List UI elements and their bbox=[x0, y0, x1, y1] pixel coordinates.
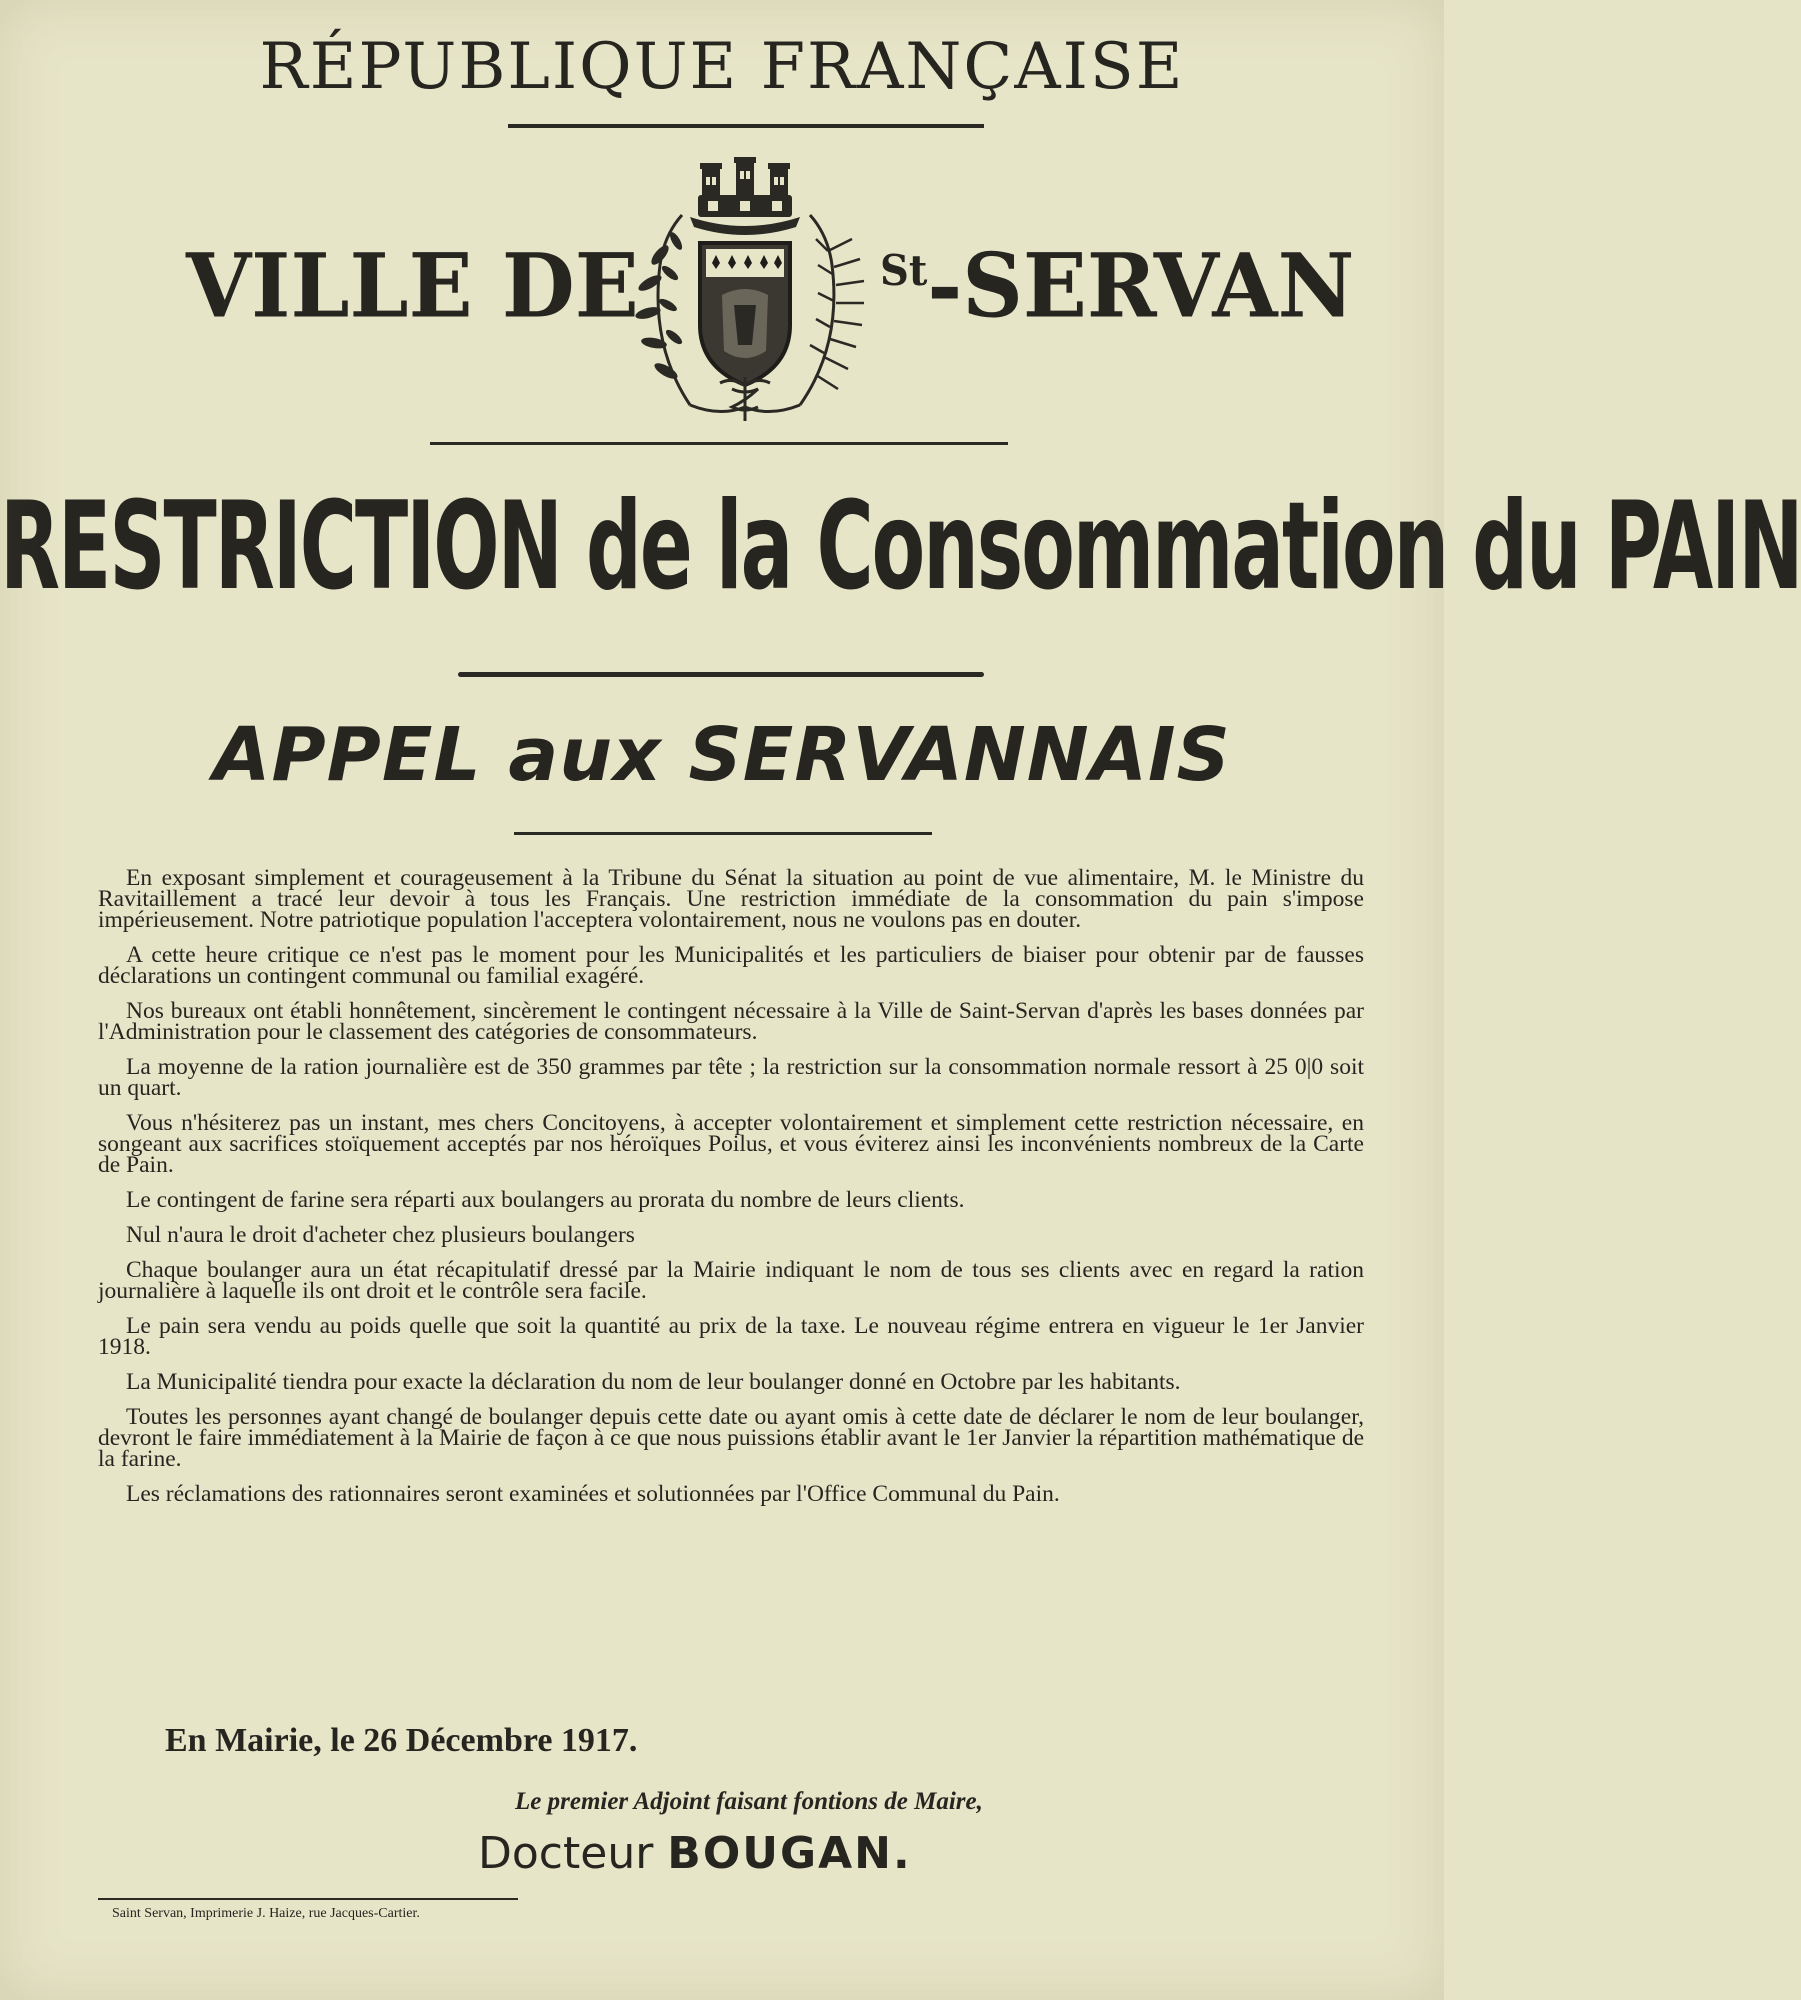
date-line: En Mairie, le 26 Décembre 1917. bbox=[165, 1722, 638, 1759]
body-text bbox=[98, 865, 1364, 1519]
saint-abbreviation: St bbox=[880, 246, 928, 296]
signer-role: Le premier Adjoint faisant fontions de Maire, bbox=[515, 1788, 983, 1815]
top-rule bbox=[508, 124, 984, 128]
paragraph: Le pain sera vendu au poids quelle que soit la quantité au prix de la taxe. Le nouveau régime entrera en vigueur le 1er Janvier 1918. bbox=[98, 1313, 1364, 1360]
paragraph: Le contingent de farine sera réparti aux boulangers au prorata du nombre de leurs clients. bbox=[126, 1187, 965, 1213]
paragraph: La Municipalité tiendra pour exacte la déclaration du nom de leur boulanger donné en Octobre par les habitants. bbox=[126, 1369, 1181, 1395]
signer-surname: BOUGAN. bbox=[667, 1828, 912, 1879]
headline-rule bbox=[458, 672, 984, 677]
city-name-right-text: -SERVAN bbox=[927, 233, 1355, 338]
subheadline: APPEL aux SERVANNAIS bbox=[213, 712, 1231, 798]
printer-credit: Saint Servan, Imprimerie J. Haize, rue Jacques-Cartier. bbox=[112, 1906, 420, 1921]
signer-title: Docteur bbox=[478, 1828, 654, 1879]
signer-name bbox=[478, 1828, 912, 1879]
subheadline-rule bbox=[514, 832, 932, 835]
paragraph: La moyenne de la ration journalière est de 350 grammes par tête ; la restriction sur la consommation normale ressort à 25 0|0 soit un quart. bbox=[98, 1054, 1364, 1101]
printer-rule bbox=[98, 1898, 518, 1900]
paragraph: Toutes les personnes ayant changé de boulanger depuis cette date ou ayant omis à cette date de déclarer le nom de leur boulanger, devront le faire immédiatement à la Mairie de façon à ce que nous puissions établir avant le 1er Janvier la répartition mathématique de la farine. bbox=[98, 1404, 1364, 1472]
paragraph: Nul n'aura le droit d'acheter chez plusieurs boulangers bbox=[126, 1222, 635, 1248]
paragraph: Vous n'hésiterez pas un instant, mes chers Concitoyens, à accepter volontairement et simplement cette restriction nécessaire, en songeant aux sacrifices stoïquement acceptés par nos héroïques Poilus, et vous éviterez ainsi les inconvénients nombreux de la Carte de Pain. bbox=[98, 1110, 1364, 1178]
republic-heading: RÉPUBLIQUE FRANÇAISE bbox=[259, 30, 1185, 104]
city-name-left: VILLE DE bbox=[186, 233, 639, 338]
paragraph: Nos bureaux ont établi honnêtement, sincèrement le contingent nécessaire à la Ville de Saint-Servan d'après les bases données par l'Administration pour le classement des catégories de consommateurs. bbox=[98, 998, 1364, 1045]
municipal-coat-of-arms-icon bbox=[620, 155, 870, 425]
paragraph: Chaque boulanger aura un état récapitulatif dressé par la Mairie indiquant le nom de tous ses clients avec en regard la ration journalière à laquelle ils ont droit et le contrôle sera facile. bbox=[98, 1257, 1364, 1304]
headline: RESTRICTION de la Consommation du PAIN bbox=[0, 478, 1801, 618]
city-name-right bbox=[880, 234, 1354, 338]
paragraph: En exposant simplement et courageusement à la Tribune du Sénat la situation au point de vue alimentaire, M. le Ministre du Ravitaillement a tracé leur devoir à tous les Français. Une restriction immédiate de la consommation du pain s'impose impérieusement. Notre patriotique population l'acceptera volontairement, nous ne voulons pas en douter. bbox=[98, 865, 1364, 933]
paragraph: A cette heure critique ce n'est pas le moment pour les Municipalités et les particuliers de biaiser pour obtenir par de fausses déclarations un contingent communal ou familial exagéré. bbox=[98, 942, 1364, 989]
paragraph: Les réclamations des rationnaires seront examinées et solutionnées par l'Office Communal du Pain. bbox=[126, 1481, 1060, 1507]
crest-rule bbox=[430, 442, 1008, 445]
